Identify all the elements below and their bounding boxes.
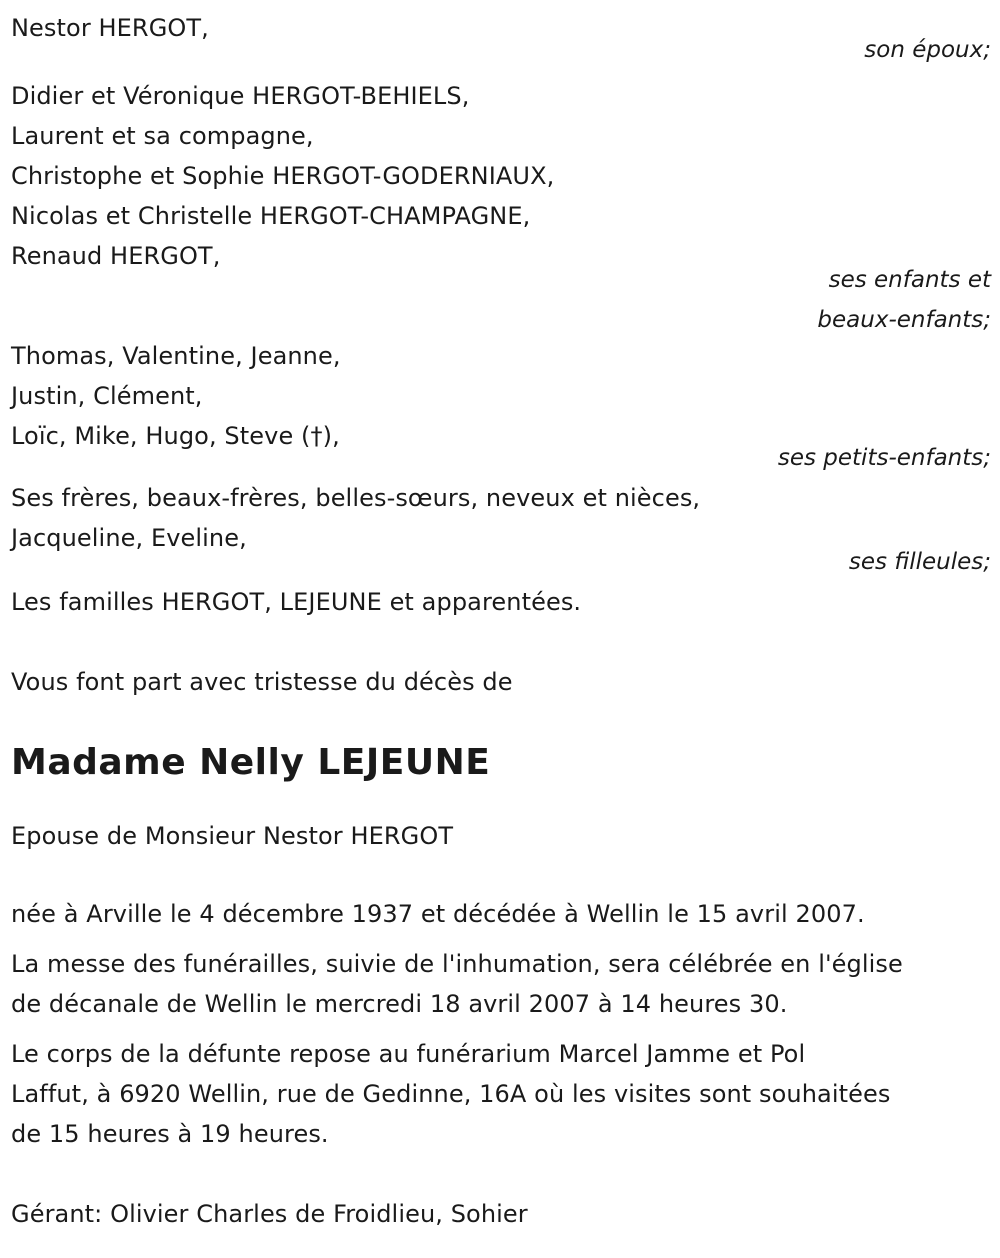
birth-death: née à Arville le 4 décembre 1937 et décédée à Wellin le 15 avril 2007. [11, 900, 865, 928]
repose-line: Laffut, à 6920 Wellin, rue de Gedinne, 16A où les visites sont souhaitées [11, 1080, 891, 1108]
grandchild-line: Justin, Clément, [11, 382, 203, 410]
child-line: Laurent et sa compagne, [11, 122, 314, 150]
repose-paragraph [11, 1034, 991, 1154]
children-role-line2: beaux-enfants; [817, 307, 991, 333]
deceased-name: Madame Nelly LEJEUNE [11, 742, 491, 783]
spouse-note: Epouse de Monsieur Nestor HERGOT [11, 822, 454, 850]
spouse-line: Nestor HERGOT, [11, 14, 209, 42]
child-line: Christophe et Sophie HERGOT-GODERNIAUX, [11, 162, 555, 190]
grandchild-line: Thomas, Valentine, Jeanne, [11, 342, 341, 370]
funeral-line: La messe des funérailles, suivie de l'inhumation, sera célébrée en l'église [11, 950, 903, 978]
child-line: Nicolas et Christelle HERGOT-CHAMPAGNE, [11, 202, 531, 230]
relatives-line: Jacqueline, Eveline, [11, 524, 247, 552]
grandchild-line: Loïc, Mike, Hugo, Steve (†), [11, 422, 340, 450]
children-role-line1: ses enfants et [828, 267, 991, 293]
repose-line: de 15 heures à 19 heures. [11, 1120, 329, 1148]
families-line: Les familles HERGOT, LEJEUNE et apparentées. [11, 588, 582, 616]
obituary-notice [11, 8, 991, 1234]
funeral-paragraph [11, 944, 991, 1024]
child-line: Didier et Véronique HERGOT-BEHIELS, [11, 82, 470, 110]
child-line: Renaud HERGOT, [11, 242, 221, 270]
spouse-role: son époux; [864, 37, 991, 63]
repose-line: Le corps de la défunte repose au funérarium Marcel Jamme et Pol [11, 1040, 806, 1068]
funeral-line: de décanale de Wellin le mercredi 18 avril 2007 à 14 heures 30. [11, 990, 788, 1018]
manager-line: Gérant: Olivier Charles de Froidlieu, Sohier [11, 1200, 528, 1228]
announcement: Vous font part avec tristesse du décès de [11, 668, 513, 696]
relatives-role: ses filleules; [848, 549, 991, 575]
relatives-line: Ses frères, beaux-frères, belles-sœurs, neveux et nièces, [11, 484, 701, 512]
grandchildren-role: ses petits-enfants; [777, 445, 991, 471]
